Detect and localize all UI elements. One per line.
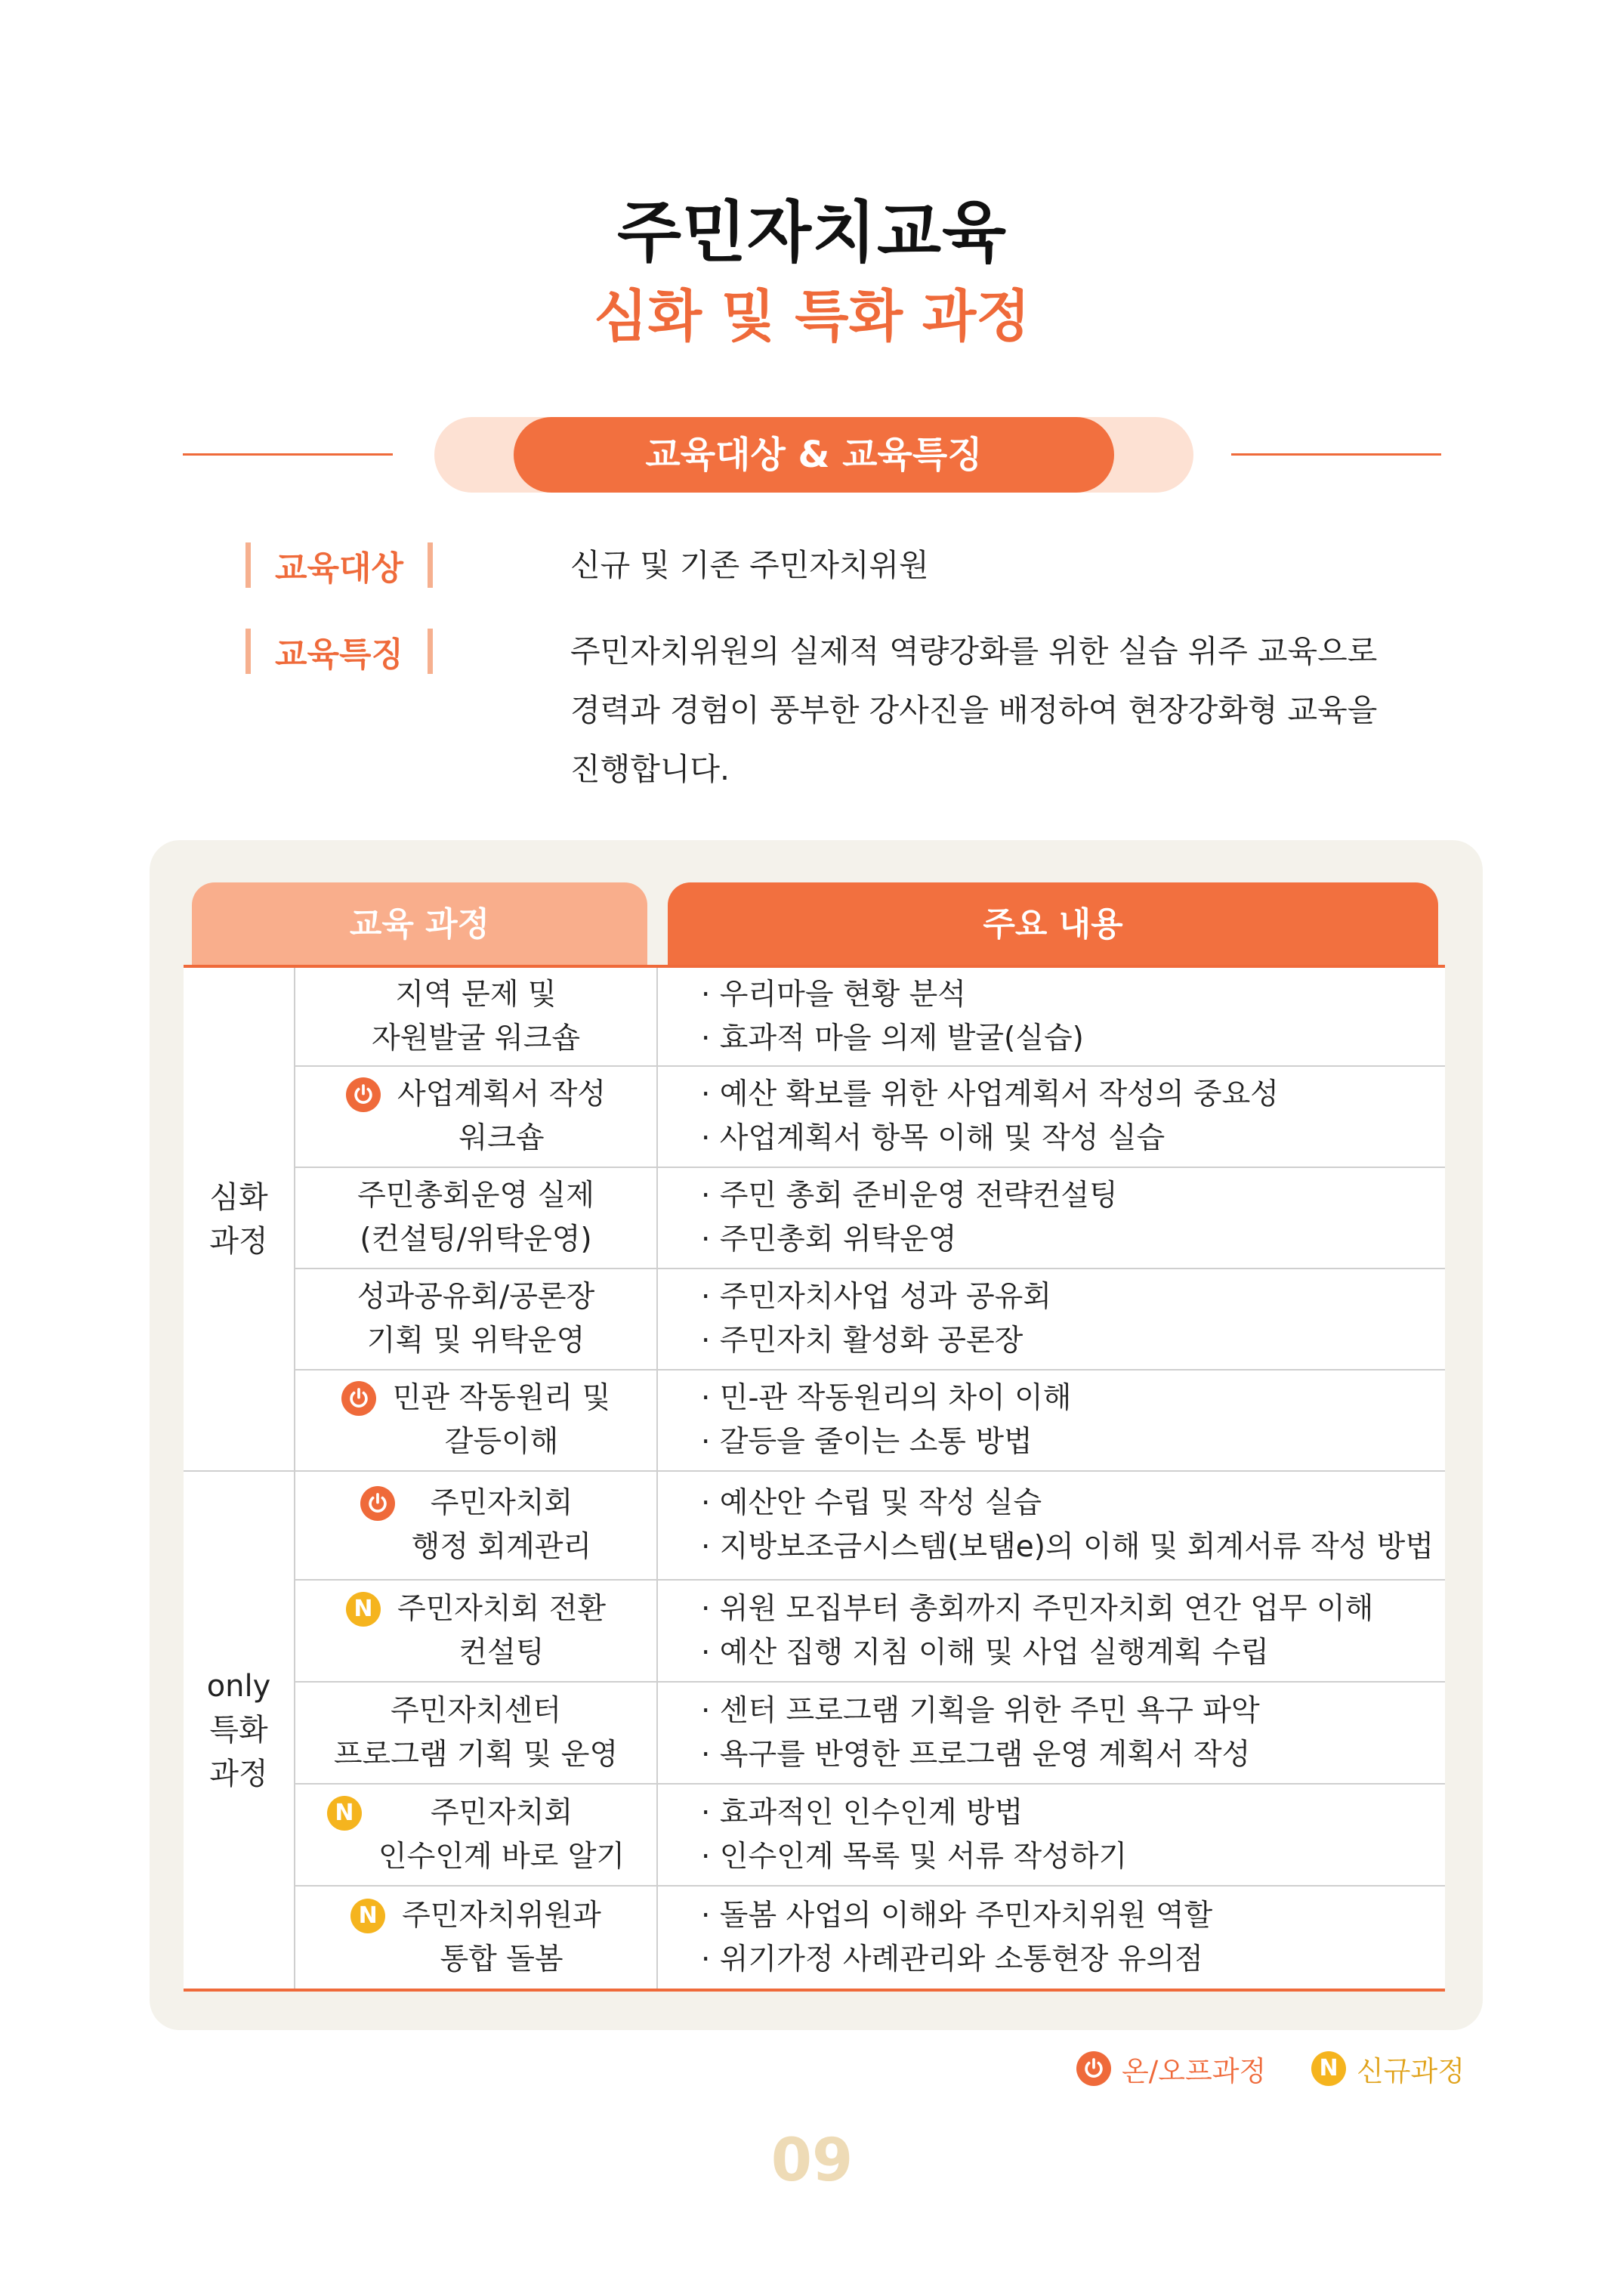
info-label-target: [245, 542, 433, 588]
table-bottom-border: [184, 1989, 1445, 1992]
course-name: [397, 1073, 606, 1160]
course-line: 통합 돌봄: [440, 1942, 563, 1976]
course-name: [372, 973, 580, 1061]
label-bar-left: [245, 542, 251, 588]
course-line: 주민자치센터: [390, 1693, 562, 1728]
course-line: 주민자치위원과: [402, 1898, 601, 1933]
course-name: [412, 1482, 591, 1569]
group-label-line: 과정: [209, 1223, 268, 1259]
table-row-content: [701, 968, 1441, 1065]
new-icon: N: [350, 1899, 385, 1933]
group-label-line: 과정: [209, 1757, 268, 1791]
table-row-content: [701, 1581, 1441, 1681]
table-header-course: 교육 과정: [192, 882, 647, 967]
course-line: 주민자치회 전환: [397, 1591, 607, 1626]
course-line: 워크숍: [458, 1121, 545, 1155]
course-line: 주민자치회: [430, 1486, 573, 1520]
power-icon: [1076, 2051, 1111, 2086]
course-name: [397, 1587, 606, 1675]
content-line: · 민-관 작동원리의 차이 이해: [701, 1381, 1072, 1415]
legend-new-label: 신규과정: [1357, 2055, 1465, 2087]
course-line: 사업계획서 작성: [397, 1077, 607, 1111]
table-row-course: [295, 1785, 656, 1885]
content-line: · 예산 확보를 위한 사업계획서 작성의 중요성: [701, 1077, 1279, 1111]
info-label-feature: [245, 629, 433, 674]
course-line: 기획 및 위탁운영: [366, 1324, 585, 1358]
label-bar-right: [428, 629, 433, 674]
table-row-course: [295, 1683, 656, 1783]
content-line: · 주민총회 위탁운영: [701, 1222, 957, 1256]
table-row-course: [295, 1371, 656, 1470]
power-icon: [360, 1486, 395, 1521]
content-line: · 욕구를 반영한 프로그램 운영 계획서 작성: [701, 1737, 1251, 1772]
column-divider: [656, 968, 658, 1989]
content-line: · 지방보조금시스템(보탬e)의 이해 및 회계서류 작성 방법: [701, 1530, 1434, 1564]
divider-right: [1231, 453, 1441, 456]
content-line: · 효과적 마을 의제 발굴(실습): [701, 1021, 1084, 1055]
course-name: [402, 1894, 601, 1982]
table-row-content: [701, 1683, 1441, 1783]
course-name: [334, 1689, 618, 1777]
content-line: · 위기가정 사례관리와 소통현장 유의점: [701, 1942, 1203, 1976]
page-subtitle: 심화 및 특화 과정: [594, 284, 1030, 349]
content-line: · 돌봄 사업의 이해와 주민자치위원 역할: [701, 1898, 1213, 1933]
info-label-text: 교육특징: [275, 635, 404, 674]
course-line: (컨설팅/위탁운영): [360, 1222, 592, 1256]
content-line: · 예산안 수립 및 작성 실습: [701, 1486, 1042, 1520]
table-header-content: 주요 내용: [668, 882, 1438, 967]
label-bar-right: [428, 542, 433, 588]
course-line: 주민자치회: [430, 1795, 573, 1830]
page-title: 주민자치교육: [616, 193, 1008, 271]
table-row-content: [701, 1785, 1441, 1885]
info-desc-target: [570, 536, 929, 595]
power-icon: [341, 1381, 376, 1416]
course-line: 인수인계 바로 알기: [378, 1839, 625, 1874]
table-row-content: [701, 1168, 1441, 1268]
content-line: · 사업계획서 항목 이해 및 작성 실습: [701, 1121, 1166, 1155]
table-row-content: [701, 1887, 1441, 1989]
section-pill: 교육대상 & 교육특징: [514, 417, 1114, 493]
table-row-content: [701, 1472, 1441, 1579]
group-label-line: 심화: [209, 1179, 268, 1215]
desc-line: 신규 및 기존 주민자치위원: [570, 547, 929, 583]
group-label-line: only: [206, 1669, 271, 1704]
course-line: 자원발굴 워크숍: [371, 1021, 581, 1055]
table-row-course: [295, 968, 656, 1065]
table-row-course: [295, 1581, 656, 1681]
content-line: · 주민자치 활성화 공론장: [701, 1324, 1023, 1358]
course-line: 행정 회계관리: [411, 1530, 592, 1564]
group-label-line: 특화: [209, 1713, 268, 1748]
label-bar-left: [245, 629, 251, 674]
course-line: 민관 작동원리 및: [392, 1381, 611, 1415]
legend-new: [1311, 2047, 1465, 2090]
table-row-content: [701, 1067, 1441, 1167]
content-line: · 센터 프로그램 기획을 위한 주민 욕구 파악: [701, 1693, 1260, 1728]
table-row-content: [701, 1269, 1441, 1369]
new-icon: N: [1311, 2051, 1346, 2086]
content-line: · 우리마을 현황 분석: [701, 977, 966, 1012]
table-row-course: [295, 1269, 656, 1369]
course-line: 프로그램 기획 및 운영: [333, 1737, 619, 1772]
table-row-course: [295, 1472, 656, 1579]
new-icon: N: [346, 1592, 381, 1627]
legend-on-off-label: 온/오프과정: [1122, 2055, 1267, 2087]
divider-left: [183, 453, 393, 456]
legend-on-off: [1076, 2047, 1266, 2090]
table-row-course: [295, 1067, 656, 1167]
page-number: 09: [770, 2127, 854, 2195]
course-line: 주민총회운영 실제: [357, 1179, 594, 1213]
course-line: 지역 문제 및: [395, 977, 557, 1012]
info-desc-feature: [570, 622, 1377, 799]
desc-line: 진행합니다.: [570, 751, 730, 787]
table-row-content: [701, 1371, 1441, 1470]
table-row-course: [295, 1887, 656, 1989]
desc-line: 주민자치위원의 실제적 역량강화를 위한 실습 위주 교육으로: [570, 633, 1378, 669]
content-line: · 주민자치사업 성과 공유회: [701, 1280, 1052, 1314]
new-icon: N: [327, 1796, 362, 1831]
group-label-special: [184, 1472, 294, 1989]
table-row-course: [295, 1168, 656, 1268]
course-name: [378, 1791, 625, 1879]
group-label-advanced: [184, 968, 294, 1470]
content-line: · 주민 총회 준비운영 전략컨설팅: [701, 1179, 1118, 1213]
course-line: 갈등이해: [444, 1425, 559, 1459]
course-name: [357, 1174, 594, 1262]
course-line: 컨설팅: [458, 1635, 545, 1670]
power-icon: [346, 1077, 381, 1112]
course-name: [357, 1275, 595, 1363]
course-name: [393, 1377, 611, 1464]
content-line: · 인수인계 목록 및 서류 작성하기: [701, 1839, 1128, 1874]
info-label-text: 교육대상: [275, 549, 404, 588]
content-line: · 효과적인 인수인계 방법: [701, 1795, 1023, 1830]
content-line: · 갈등을 줄이는 소통 방법: [701, 1425, 1033, 1459]
content-line: · 위원 모집부터 총회까지 주민자치회 연간 업무 이해: [701, 1591, 1374, 1626]
desc-line: 경력과 경험이 풍부한 강사진을 배정하여 현장강화형 교육을: [570, 692, 1378, 728]
course-line: 성과공유회/공론장: [357, 1280, 595, 1314]
content-line: · 예산 집행 지침 이해 및 사업 실행계획 수립: [701, 1635, 1270, 1670]
